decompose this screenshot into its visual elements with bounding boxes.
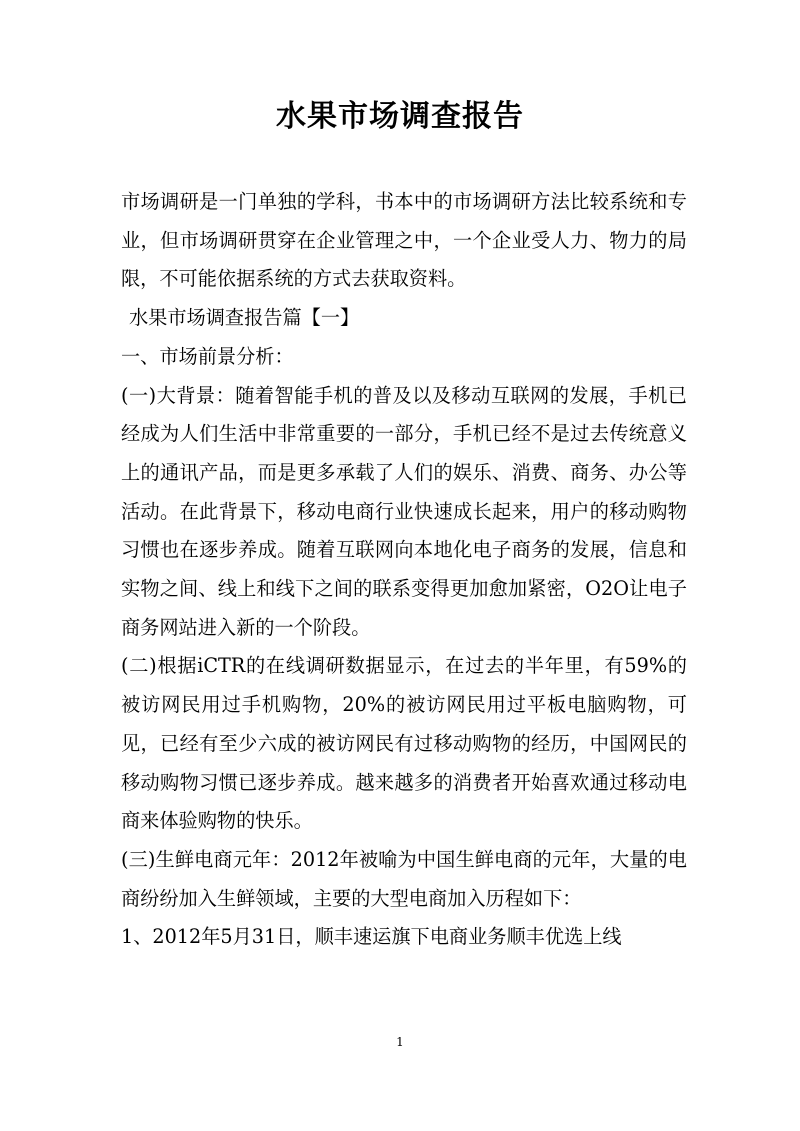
fresh-ecommerce-paragraph: (三)生鲜电商元年：2012年被喻为中国生鲜电商的元年，大量的电商纷纷加入生鲜领域，主要的大型电商加入历程如下： — [121, 847, 687, 910]
document-title: 水果市场调查报告 — [276, 99, 524, 134]
survey-data-paragraph: (二)根据iCTR的在线调研数据显示，在过去的半年里，有59%的被访网民用过手机购物，20%的被访网民用过平板电脑购物，可见，已经有至少六成的被访网民有过移动购物的经历，中国网民的移动购物习惯已逐步养成。越来越多的消费者开始喜欢通过移动电商来体验购物的快乐。 — [121, 654, 687, 833]
timeline-item: 1、2012年5月31日，顺丰速运旗下电商业务顺丰优选上线 — [121, 925, 622, 949]
background-paragraph: (一)大背景：随着智能手机的普及以及移动互联网的发展，手机已经成为人们生活中非常重要的一部分，手机已经不是过去传统意义上的通讯产品，而是更多承载了人们的娱乐、消费、商务、办公等活动。在此背景下，移动电商行业快速成长起来，用户的移动购物习惯也在逐步养成。随着互联网向本地化电子商务的发展，信息和实物之间、线上和线下之间的联系变得更加愈加紧密，O2O让电子商务网站进入新的一个阶段。 — [121, 383, 687, 639]
document-body — [121, 183, 687, 957]
intro-paragraph: 市场调研是一门单独的学科，书本中的市场调研方法比较系统和专业，但市场调研贯穿在企业管理之中，一个企业受人力、物力的局限，不可能依据系统的方式去获取资料。 — [121, 190, 687, 291]
section-heading: 水果市场调查报告篇【一】 — [129, 306, 360, 330]
subsection-heading: 一、市场前景分析： — [121, 344, 294, 368]
page-number: 1 — [396, 1035, 404, 1049]
